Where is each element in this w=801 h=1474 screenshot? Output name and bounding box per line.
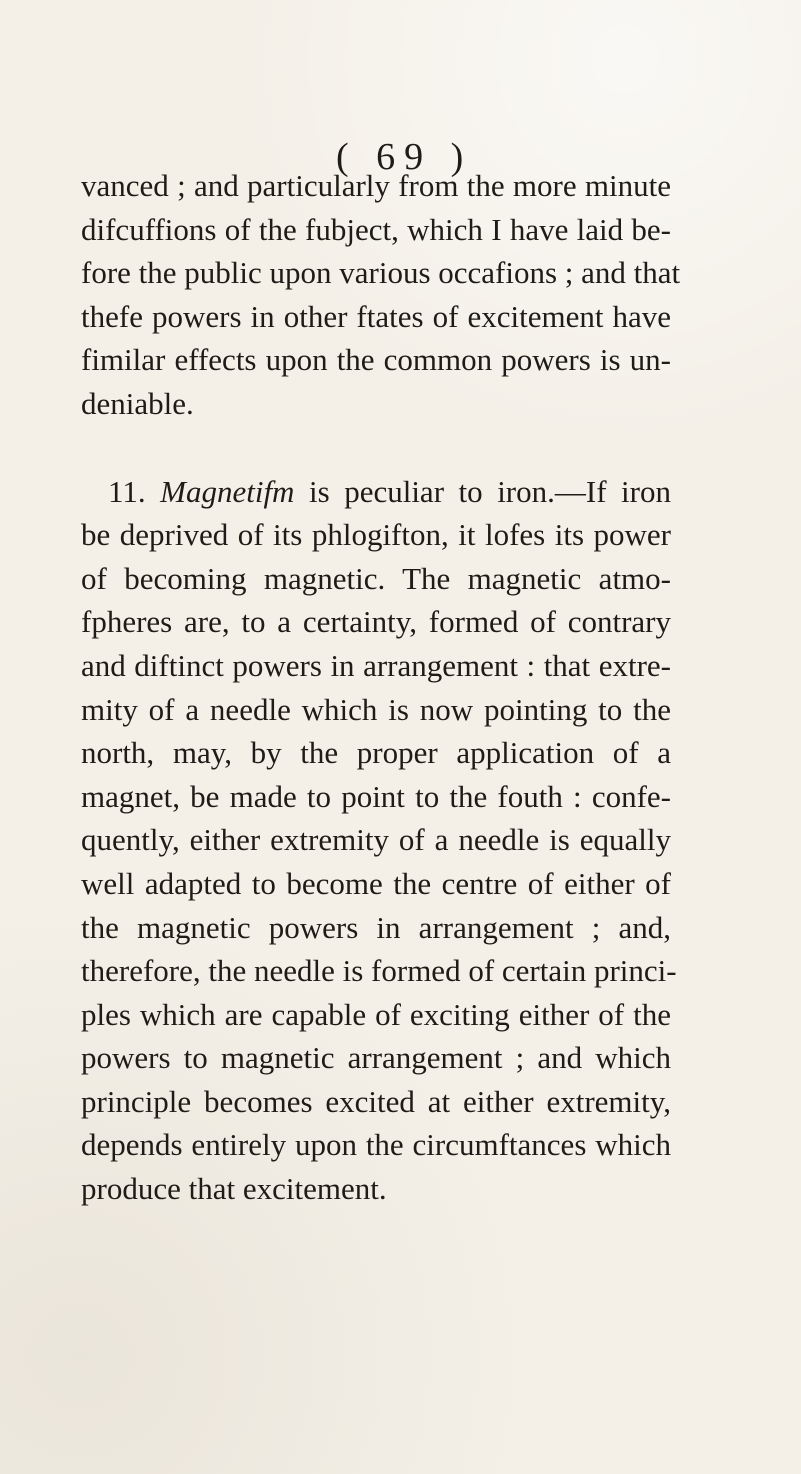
text-line: of becoming magnetic. The magnetic atmo-: [81, 560, 671, 596]
text-line: depends entirely upon the circumftances which: [81, 1127, 671, 1163]
text-line: and diftinct powers in arrangement : that extre-: [81, 647, 671, 683]
text-line: north, may, by the proper application of a: [81, 735, 671, 771]
text-line: fore the public upon various occafions ; and that: [81, 255, 681, 291]
section-number: 11.: [108, 473, 146, 509]
text-line: be deprived of its phlogifton, it lofes its power: [81, 517, 671, 553]
text-line: produce that excitement.: [81, 1171, 387, 1207]
text-line: quently, either extremity of a needle is equally: [81, 822, 671, 858]
text-line: ples which are capable of exciting either of the: [81, 996, 671, 1032]
text-line: deniable.: [81, 385, 194, 421]
text-line: fpheres are, to a certainty, formed of contrary: [81, 604, 671, 640]
text-line: thefe powers in other ftates of excitement have: [81, 298, 671, 334]
page-number: ( 69 ): [336, 136, 473, 178]
text-line: principle becomes excited at either extremity,: [81, 1083, 671, 1119]
paragraph-1: [81, 164, 681, 426]
section-term: Magnetifm: [160, 473, 295, 509]
text-line: mity of a needle which is now pointing to the: [81, 691, 671, 727]
text-line: powers to magnetic arrangement ; and which: [81, 1040, 671, 1076]
section-first-line: [81, 470, 671, 514]
paragraph-2: [81, 470, 677, 1211]
text-line: well adapted to become the centre of either of: [81, 865, 671, 901]
text-line: fimilar effects upon the common powers is un-: [81, 342, 671, 378]
text-line: vanced ; and particularly from the more minute: [81, 168, 671, 203]
body-text: [81, 164, 681, 1211]
text-line: the magnetic powers in arrangement ; and,: [81, 909, 671, 945]
text-line: difcuffions of the fubject, which I have laid be-: [81, 211, 671, 247]
text-line: magnet, be made to point to the fouth : confe-: [81, 778, 671, 814]
text-line: therefore, the needle is formed of certain princi-: [81, 953, 677, 989]
section-first-line-text: is peculiar to iron.—If iron: [308, 473, 671, 509]
